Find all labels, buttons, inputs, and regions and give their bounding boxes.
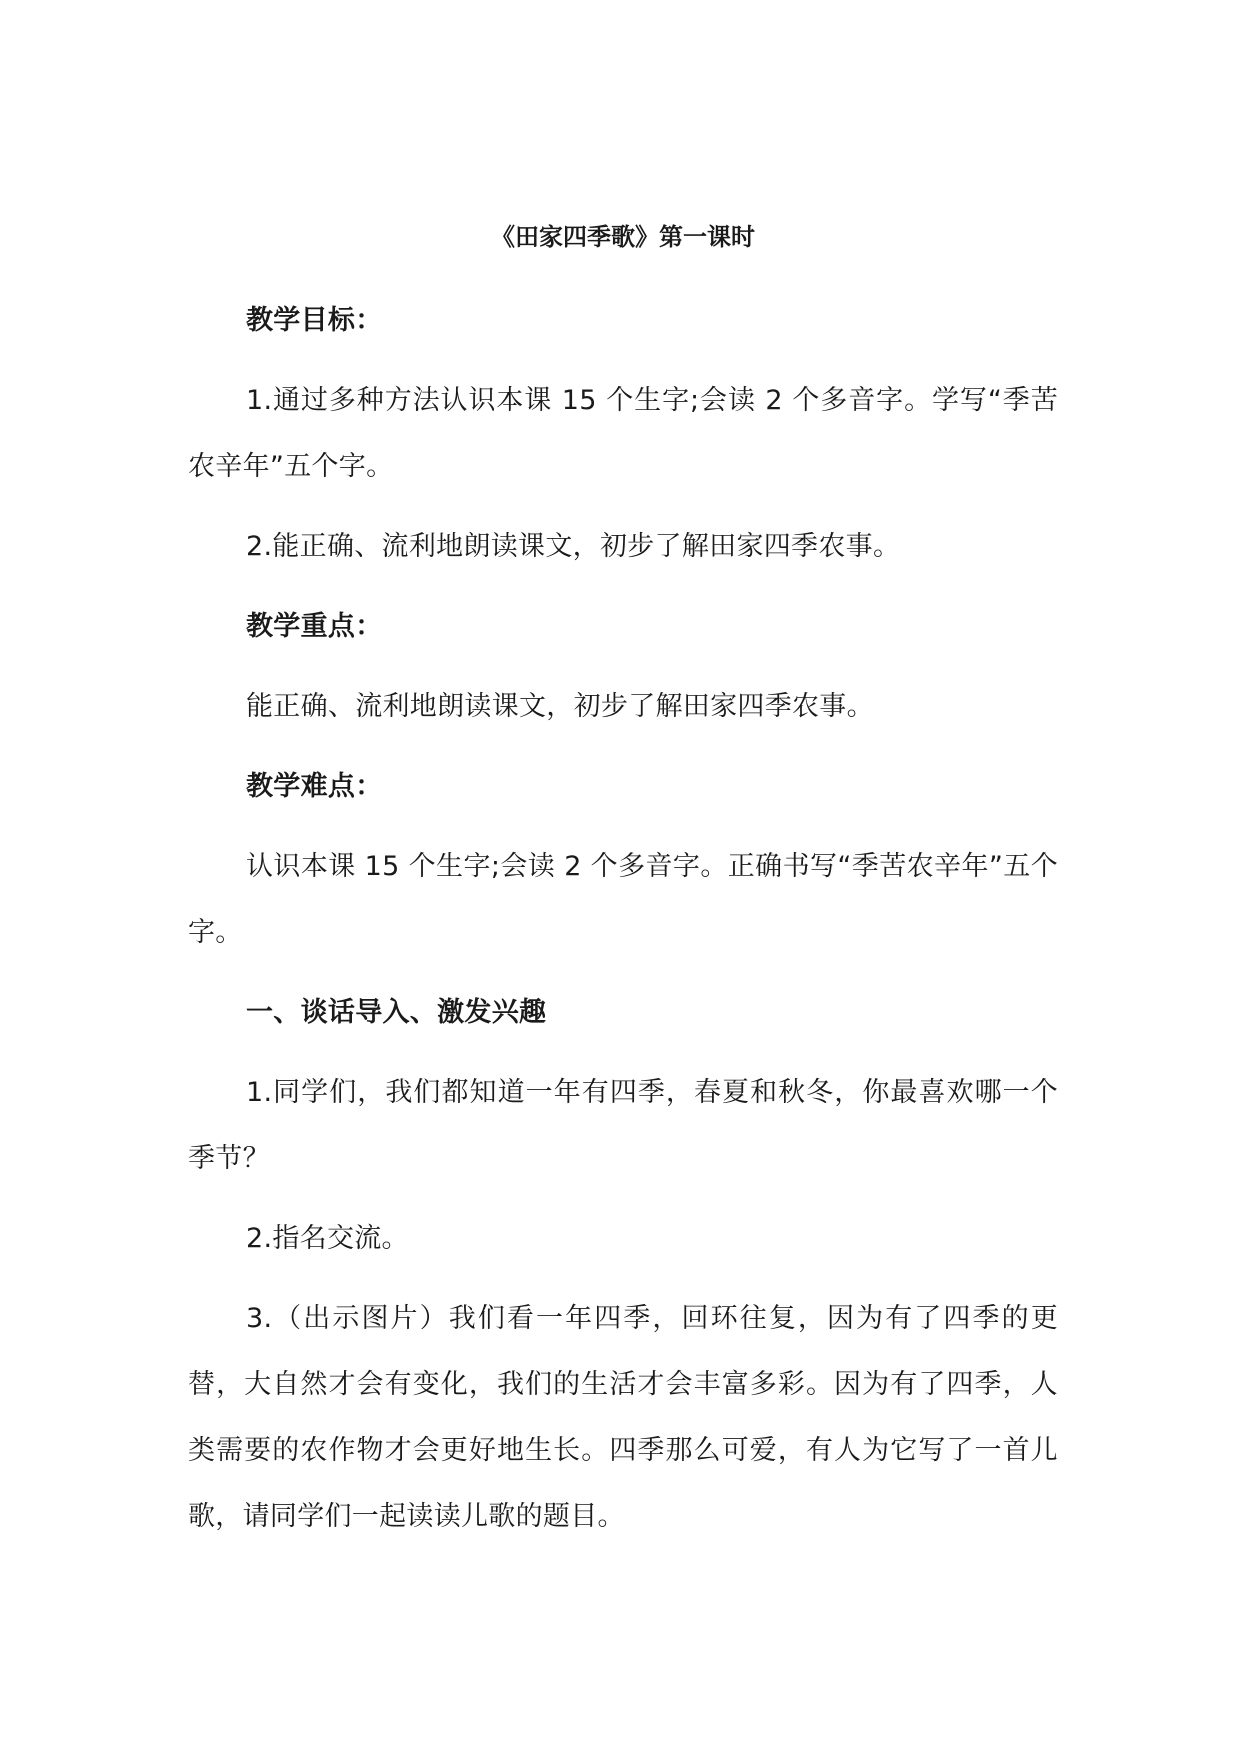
heading-teaching-objectives: 教学目标：	[246, 305, 383, 336]
document-title: 《田家四季歌》第一课时	[491, 223, 755, 251]
objective-2: 2.能正确、流利地朗读课文，初步了解田家四季农事。	[246, 531, 901, 562]
intro-step-2: 2.指名交流。	[246, 1223, 409, 1254]
key-points-text: 能正确、流利地朗读课文，初步了解田家四季农事。	[246, 691, 874, 722]
difficulties-text: 认识本课 15 个生字;会读 2 个多音字。正确书写“季苦农辛年”五个字。	[188, 851, 1058, 948]
document-body	[188, 222, 1058, 1564]
heading-key-points: 教学重点：	[246, 611, 383, 642]
intro-step-1: 1.同学们，我们都知道一年有四季，春夏和秋冬，你最喜欢哪一个季节？	[188, 1077, 1058, 1174]
objective-1: 1.通过多种方法认识本课 15 个生字;会读 2 个多音字。学写“季苦农辛年”五个字。	[188, 385, 1058, 482]
section-heading-introduction: 一、谈话导入、激发兴趣	[246, 997, 547, 1028]
heading-difficulties: 教学难点：	[246, 771, 383, 802]
intro-step-3: 3.（出示图片）我们看一年四季，回环往复，因为有了四季的更替，大自然才会有变化，我们的生活才会丰富多彩。因为有了四季，人类需要的农作物才会更好地生长。四季那么可爱，有人为它写了一首儿歌，请同学们一起读读儿歌的题目。	[188, 1303, 1058, 1532]
